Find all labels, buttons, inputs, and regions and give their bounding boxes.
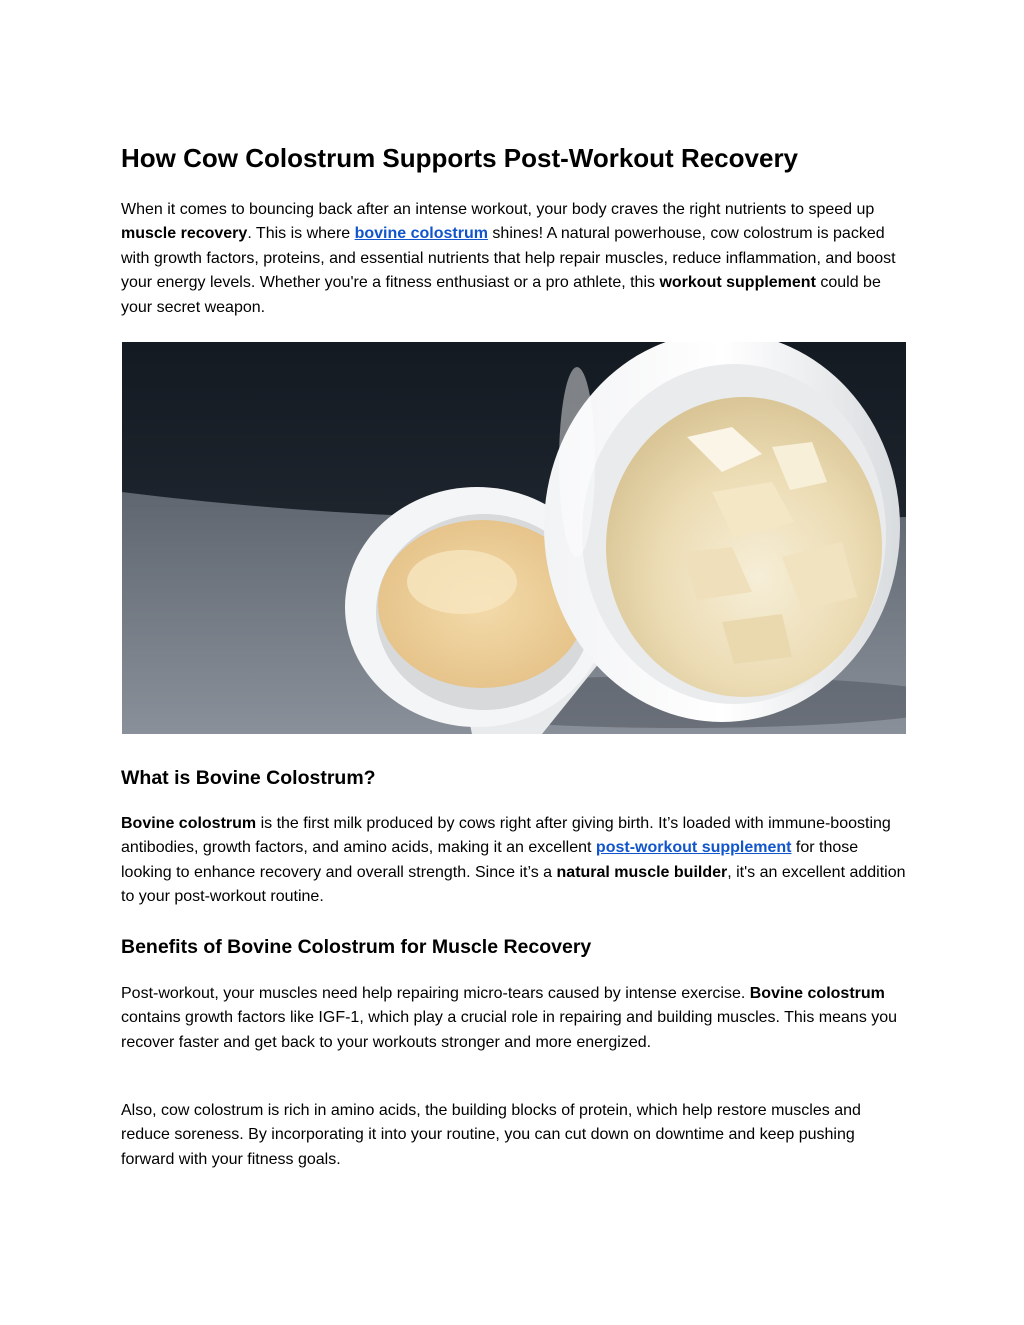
intro-paragraph	[121, 198, 906, 320]
what-bold-natural-muscle-builder: natural muscle builder	[556, 863, 728, 881]
what-text-3: , it's an excellent addition to your post-workout routine.	[121, 863, 906, 906]
what-paragraph	[121, 812, 906, 910]
benefits-bold-bovine-colostrum: Bovine colostrum	[749, 985, 885, 1002]
section-heading-benefits: Benefits of Bovine Colostrum for Muscle Recovery	[121, 936, 592, 958]
bovine-colostrum-link[interactable]: bovine colostrum	[354, 225, 488, 243]
hero-image-colostrum-powder	[122, 342, 906, 734]
benefits-paragraph-1	[121, 982, 906, 1055]
intro-text-2: . This is where	[247, 225, 355, 243]
benefits-text-2: contains growth factors like IGF-1, which play a crucial role in repairing and building muscles. This means you recover faster and get back to your workouts stronger and more energized.	[121, 1009, 898, 1051]
benefits-paragraph-2: Also, cow colostrum is rich in amino acids, the building blocks of protein, which help restore muscles and reduce soreness. By incorporating it into your routine, you can cut down on downtime and keep pushing forward with your fitness goals.	[121, 1102, 861, 1168]
what-bold-bovine-colostrum: Bovine colostrum	[121, 815, 257, 832]
article-title: How Cow Colostrum Supports Post-Workout Recovery	[121, 143, 799, 173]
post-workout-supplement-link[interactable]: post-workout supplement	[595, 839, 792, 857]
intro-text-1: When it comes to bouncing back after an intense workout, your body craves the right nutrients to speed up	[121, 201, 875, 218]
intro-bold-muscle-recovery: muscle recovery	[121, 225, 248, 243]
intro-text-3: shines! A natural powerhouse, cow colostrum is packed with growth factors, proteins, and essential nutrients that help repair muscles, reduce inflammation, and boost your energy levels. Whether you're a fitness enthusiast or a pro athlete, this	[121, 225, 896, 292]
what-text-2: for those looking to enhance recovery and overall strength. Since it’s a	[121, 839, 859, 881]
intro-bold-workout-supplement: workout supplement	[659, 274, 816, 292]
section-heading-what-is-bovine-colostrum: What is Bovine Colostrum?	[121, 767, 376, 789]
intro-text-4: could be your secret weapon.	[121, 274, 881, 316]
benefits-text-1: Post-workout, your muscles need help repairing micro-tears caused by intense exercise.	[121, 985, 750, 1002]
what-text-1: is the first milk produced by cows right after giving birth. It’s loaded with immune-boosting antibodies, growth factors, and amino acids, making it an excellent	[121, 815, 891, 857]
